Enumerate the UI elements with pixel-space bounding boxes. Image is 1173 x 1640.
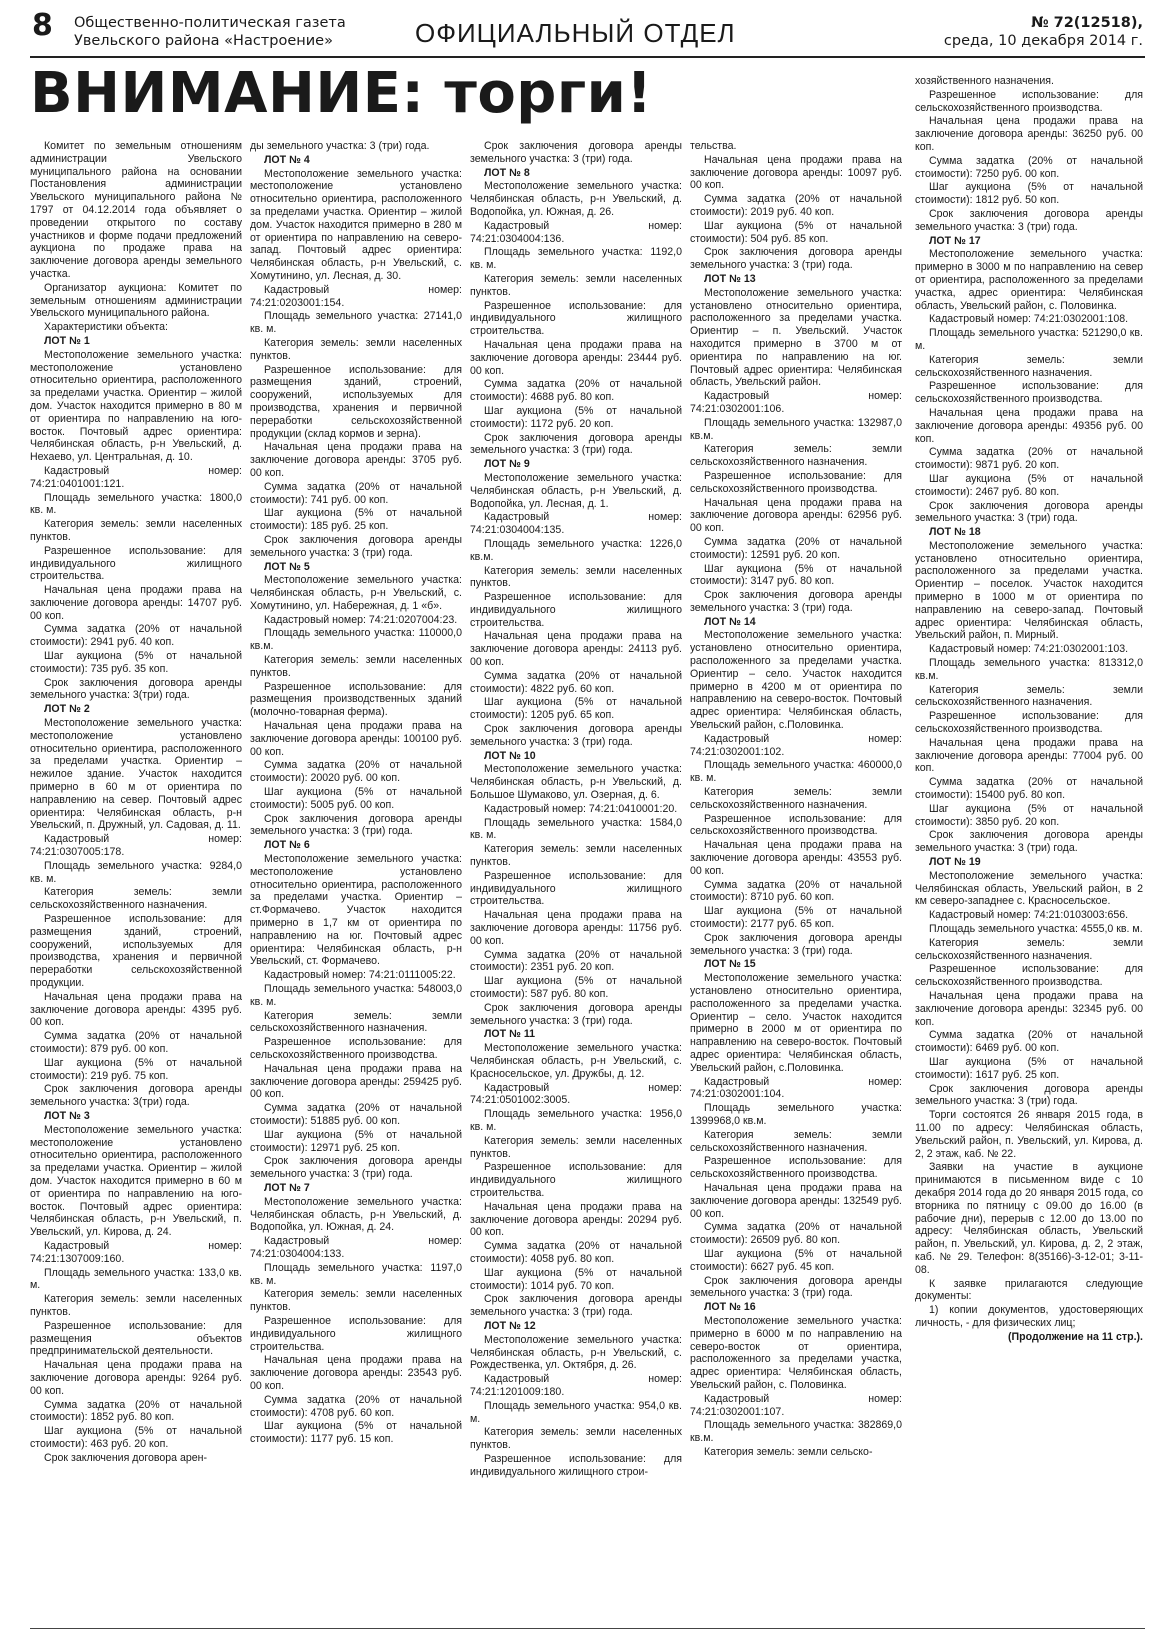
paragraph: Разрешенное использование: для индивидуального жилищного строительства.	[470, 299, 682, 338]
paragraph: Срок заключения договора аренды земельного участка: 3 (три) года.	[250, 1155, 462, 1181]
paragraph: Категория земель: земли сельско-	[704, 1445, 873, 1458]
lot-heading: ЛОТ № 15	[704, 958, 756, 971]
paragraph: Шаг аукциона (5% от начальной стоимости): 219 руб. 75 коп.	[30, 1056, 242, 1082]
paragraph: Кадастровый номер: 74:21:0302001:102.	[690, 732, 902, 758]
paragraph: Местоположение земельного участка: Челябинская область, р-н Увельский, д. Большое Шумаково, ул. Озерная, д. 6.	[470, 763, 682, 802]
paragraph: Площадь земельного участка: 1226,0 кв.м.	[470, 537, 682, 563]
paragraph: Местоположение земельного участка: местоположение установлено относительно ориентира, расположенного за пределами участка. Ориентир – жилой дом. Участок находится примерно в 280 м от ориентира по направлению на северо-запад. Почтовый адрес ориентира: Челябинская область, р-н Увельский, с. Хомутинино, ул. Лесная, д. 30.	[250, 167, 462, 282]
paragraph: Разрешенное использование: для индивидуального жилищного строительства.	[250, 1314, 462, 1353]
paragraph: Площадь земельного участка: 954,0 кв. м.	[470, 1399, 682, 1425]
lot-heading: ЛОТ № 9	[484, 458, 530, 471]
paragraph: Площадь земельного участка: 27141,0 кв. м.	[250, 310, 462, 336]
paragraph: Категория земель: земли населенных пунктов.	[470, 1134, 682, 1160]
paragraph: Кадастровый номер: 74:21:0304004:135.	[470, 511, 682, 537]
paragraph: Местоположение земельного участка: местоположение установлено относительно ориентира, расположенного за пределами участка. Ориентир – ст.Формачево. Участок находится примерно в 1,7 км от ориентира по направлению на юг. Почтовый адрес ориентира: Челябинская область, р-н Увельский, ст. Формачево.	[250, 853, 462, 968]
paragraph: Сумма задатка (20% от начальной стоимости): 1852 руб. 80 коп.	[30, 1398, 242, 1424]
lot-heading: ЛОТ № 3	[44, 1109, 90, 1122]
paragraph: Сумма задатка (20% от начальной стоимости): 4708 руб. 60 коп.	[250, 1393, 462, 1419]
paragraph: Шаг аукциона (5% от начальной стоимости): 2177 руб. 65 коп.	[690, 905, 902, 931]
paragraph: Начальная цена продажи права на заключение договора аренды: 9264 руб. 00 коп.	[30, 1359, 242, 1397]
paragraph: Срок заключения договора аренды земельного участка: 3 (три) года.	[915, 499, 1143, 525]
paragraph: Кадастровый номер: 74:21:1307009:160.	[30, 1239, 242, 1265]
issue-info	[944, 14, 1143, 50]
bottom-rule	[30, 1628, 1145, 1629]
paragraph: Заявки на участие в аукционе принимаются в письменном виде с 10 декабря 2014 года до 20 января 2015 года, со вторника по пятницу с 09.00 до 16.00 (в рабочие дни), перерыв с 12.00 до 13.00 по адресу: Челябинская область, Увельский район, п. Увельский, ул. Кирова, д. 2, 2 этаж, каб. № 29. Телефон: 8(35166)-3-12-01; 3-11-08.	[915, 1161, 1143, 1276]
lot-heading: ЛОТ № 10	[484, 749, 536, 762]
paragraph: Кадастровый номер: 74:21:0501002:3005.	[470, 1081, 682, 1107]
paragraph: Площадь земельного участка: 460000,0 кв. м.	[690, 759, 902, 785]
lot-heading: ЛОТ № 16	[704, 1301, 756, 1314]
paragraph: Шаг аукциона (5% от начальной стоимости): 1014 руб. 70 коп.	[470, 1266, 682, 1292]
text-column-5	[915, 75, 1143, 1620]
paragraph: Срок заключения договора аренды земельного участка: 3 (три) года.	[690, 931, 902, 957]
paragraph: Шаг аукциона (5% от начальной стоимости): 3850 руб. 20 коп.	[915, 802, 1143, 828]
text-column-2	[250, 140, 462, 1620]
text-column-4	[690, 140, 902, 1620]
paragraph: Категория земель: земли сельскохозяйственного назначения.	[30, 886, 242, 912]
paragraph: Начальная цена продажи права на заключение договора аренды: 32345 руб. 00 коп.	[915, 989, 1143, 1028]
lot-heading: ЛОТ № 12	[484, 1319, 536, 1332]
paragraph: Срок заключения договора аренды земельного участка: 3 (три) года.	[250, 812, 462, 838]
paragraph: Кадастровый номер: 74:21:0401001:121.	[30, 464, 242, 490]
paragraph: Площадь земельного участка: 548003,0 кв. м.	[250, 983, 462, 1008]
publication-line-1: Общественно-политическая газета	[74, 15, 346, 31]
paragraph: Площадь земельного участка: 1197,0 кв. м.	[250, 1261, 462, 1287]
paragraph: Местоположение земельного участка: Челябинская область, р-н Увельский, с. Рождественка, ул. Октября, д. 26.	[470, 1333, 682, 1372]
paragraph: Сумма задатка (20% от начальной стоимости): 2019 руб. 40 коп.	[690, 193, 902, 218]
paragraph: Шаг аукциона (5% от начальной стоимости): 1205 руб. 65 коп.	[470, 696, 682, 722]
lot-heading: ЛОТ № 4	[264, 153, 310, 166]
paragraph: Разрешенное использование: для индивидуального жилищного строительства.	[30, 544, 242, 583]
paragraph: Начальная цена продажи права на заключение договора аренды: 62956 руб. 00 коп.	[690, 496, 902, 535]
paragraph: Категория земель: земли сельскохозяйственного назначения.	[690, 786, 902, 811]
paragraph: Площадь земельного участка: 382869,0 кв.м.	[690, 1419, 902, 1445]
paragraph: Категория земель: земли населенных пунктов.	[470, 843, 682, 869]
paragraph: Местоположение земельного участка: местоположение установлено относительно ориентира, расположенного за пределами участка. Ориентир – жилой дом. Участок находится примерно в 80 м от ориентира по направлению на юго-восток. Почтовый адрес ориентира: Челябинская область, р-н Увельский, д. Нехаево, ул. Центральная, д. 10.	[30, 348, 242, 464]
issue-date: среда, 10 декабря 2014 г.	[943, 33, 1143, 49]
paragraph: Начальная цена продажи права на заключение договора аренды: 4395 руб. 00 коп.	[30, 990, 242, 1029]
paragraph: Срок заключения договора аренды земельного участка: 3 (три) года.	[470, 431, 682, 457]
paragraph: Площадь земельного участка: 133,0 кв. м.	[30, 1266, 242, 1292]
paragraph: Кадастровый номер: 74:21:0302001:104.	[690, 1075, 902, 1101]
paragraph: Кадастровый номер: 74:21:0304004:133.	[250, 1235, 462, 1260]
paragraph: Площадь земельного участка: 9284,0 кв. м.	[30, 859, 242, 885]
paragraph: Шаг аукциона (5% от начальной стоимости): 2467 руб. 80 коп.	[915, 472, 1143, 498]
paragraph: Местоположение земельного участка: установлено относительно ориентира, расположенного за пределами участка. Ориентир – село. Участок находится примерно в 2000 м от ориентира по направлению на северо-восток. Почтовый адрес ориентира: Челябинская область, Увельский район, с.Половинка.	[690, 972, 902, 1074]
paragraph: Кадастровый номер: 74:21:0111005:22.	[264, 969, 456, 982]
paragraph: Шаг аукциона (5% от начальной стоимости): 1177 руб. 15 коп.	[250, 1420, 462, 1446]
paragraph: Начальная цена продажи права на заключение договора аренды: 77004 руб. 00 коп.	[915, 736, 1143, 775]
paragraph: Начальная цена продажи права на заключение договора аренды: 10097 руб. 00 коп.	[690, 153, 902, 192]
paragraph: Характеристики объекта:	[44, 321, 168, 334]
paragraph: Сумма задатка (20% от начальной стоимости): 879 руб. 00 коп.	[30, 1030, 242, 1055]
lot-heading: ЛОТ № 11	[484, 1028, 536, 1041]
lot-heading: ЛОТ № 17	[929, 234, 981, 247]
paragraph: Срок заключения договора аренды земельного участка: 3 (три) года.	[470, 723, 682, 748]
lot-heading: ЛОТ № 19	[929, 856, 981, 869]
paragraph: Сумма задатка (20% от начальной стоимости): 2941 руб. 40 коп.	[30, 623, 242, 649]
paragraph: Начальная цена продажи права на заключение договора аренды: 36250 руб. 00 коп.	[915, 115, 1143, 153]
paragraph: Срок заключения договора аренды земельного участка: 3 (три) года.	[690, 246, 902, 272]
paragraph: Шаг аукциона (5% от начальной стоимости): 185 руб. 25 коп.	[250, 507, 462, 533]
paragraph: Категория земель: земли сельскохозяйственного назначения.	[915, 936, 1143, 962]
paragraph: Сумма задатка (20% от начальной стоимости): 51885 руб. 00 коп.	[250, 1102, 462, 1127]
paragraph: Кадастровый номер: 74:21:0307005:178.	[30, 833, 242, 859]
paragraph: Организатор аукциона: Комитет по земельным отношениям администрации Увельского муниципального района.	[30, 281, 242, 320]
paragraph: Разрешенное использование: для размещения зданий, строений, сооружений, используемых для производства, хранения и первичной переработки сельскохозяйственной продукции (склад кормов и зерна).	[250, 363, 462, 440]
paragraph: Кадастровый номер: 74:21:0410001:20.	[484, 802, 678, 815]
paragraph: Категория земель: земли сельскохозяйственного назначения.	[915, 353, 1143, 379]
paragraph: Площадь земельного участка: 4555,0 кв. м.	[929, 923, 1143, 935]
text-column-1	[30, 140, 242, 1620]
paragraph: Категория земель: земли сельскохозяйственного назначения.	[915, 683, 1143, 709]
text-column-3	[470, 140, 682, 1620]
paragraph: Сумма задатка (20% от начальной стоимости): 4058 руб. 80 коп.	[470, 1240, 682, 1265]
paragraph: Начальная цена продажи права на заключение договора аренды: 24113 руб. 00 коп.	[470, 630, 682, 669]
paragraph: Разрешенное использование: для сельскохозяйственного производства.	[250, 1036, 462, 1061]
paragraph: Кадастровый номер: 74:21:0302001:108.	[929, 313, 1129, 326]
paragraph: Местоположение земельного участка: установлено относительно ориентира, расположенного за пределами участка. Ориентир – п. Увельский. Участок находится примерно в 3700 м от ориентира по направлению на юг. Почтовый адрес ориентира: Челябинская область, Увельский район.	[690, 286, 902, 389]
paragraph: Шаг аукциона (5% от начальной стоимости): 5005 руб. 00 коп.	[250, 786, 462, 811]
lot-heading: ЛОТ № 6	[264, 839, 310, 852]
paragraph: Местоположение земельного участка: Челябинская область, Увельский район, в 2 км северо-западнее с. Красносельское.	[915, 869, 1143, 908]
paragraph: Разрешенное использование: для индивидуального жилищного строительства.	[470, 869, 682, 908]
paragraph: Срок заключения договора аренды земельного участка: 3 (три) года.	[470, 140, 682, 165]
lot-heading: ЛОТ № 13	[704, 272, 756, 285]
paragraph: Срок заключения договора аренды земельного участка: 3(три) года.	[30, 676, 242, 702]
continued-note: (Продолжение на 11 стр.).	[1008, 1330, 1143, 1343]
paragraph: Срок заключения договора аренды земельного участка: 3 (три) года.	[915, 1082, 1143, 1108]
lot-heading: ЛОТ № 18	[929, 526, 981, 539]
lot-heading: ЛОТ № 1	[44, 334, 90, 347]
paragraph: Начальная цена продажи права на заключение договора аренды: 23444 руб. 00 коп.	[470, 338, 682, 377]
paragraph: Площадь земельного участка: 813312,0 кв.м.	[915, 657, 1143, 682]
headline: ВНИМАНИЕ: торги!	[30, 61, 653, 126]
paragraph: Шаг аукциона (5% от начальной стоимости): 1812 руб. 50 коп.	[915, 181, 1143, 207]
paragraph: Категория земель: земли сельскохозяйственного назначения.	[250, 1009, 462, 1035]
paragraph: Сумма задатка (20% от начальной стоимости): 15400 руб. 80 коп.	[915, 776, 1143, 802]
paragraph: Сумма задатка (20% от начальной стоимости): 26509 руб. 80 коп.	[690, 1221, 902, 1247]
paragraph: Срок заключения договора арен-	[44, 1451, 208, 1464]
paragraph: Кадастровый номер: 74:21:0203001:154.	[250, 283, 462, 309]
paragraph: Сумма задатка (20% от начальной стоимости): 7250 руб. 00 коп.	[915, 154, 1143, 180]
lot-heading: ЛОТ № 2	[44, 703, 90, 716]
paragraph: Местоположение земельного участка: местоположение установлено относительно ориентира, расположенного за пределами участка. Ориентир – нежилое здание. Участок находится примерно в 60 м от ориентира по направлению на север. Почтовый адрес ориентира: Челябинская область, р-н Увельский, п. Дружный, ул. Садовая, д. 11.	[30, 717, 242, 832]
paragraph: Шаг аукциона (5% от начальной стоимости): 504 руб. 85 коп.	[690, 219, 902, 245]
paragraph: Комитет по земельным отношениям администрации Увельского муниципального района на основании Постановления администрации Увельского муниципального района № 1797 от 04.12.2014 года объявляет о проведении открытого по составу участников и форме подачи предложений аукциона по продаже права на заключение договора аренды земельного участка.	[30, 140, 242, 280]
paragraph-continuation: ды земельного участка: 3 (три) года.	[250, 140, 430, 152]
paragraph-continuation: тельства.	[690, 140, 737, 152]
paragraph: Срок заключения договора аренды земельного участка: 3 (три) года.	[470, 1001, 682, 1027]
paragraph: Категория земель: земли населенных пунктов.	[30, 518, 242, 543]
paragraph: Шаг аукциона (5% от начальной стоимости): 12971 руб. 25 коп.	[250, 1128, 462, 1154]
paragraph: Площадь земельного участка: 132987,0 кв.м.	[690, 416, 902, 442]
paragraph: Площадь земельного участка: 1800,0 кв. м.	[30, 491, 242, 517]
paragraph: Начальная цена продажи права на заключение договора аренды: 14707 руб. 00 коп.	[30, 584, 242, 622]
paragraph: Категория земель: земли населенных пунктов.	[250, 654, 462, 679]
paragraph: Разрешенное использование: для индивидуального жилищного строи-	[470, 1452, 682, 1478]
paragraph: Начальная цена продажи права на заключение договора аренды: 23543 руб. 00 коп.	[250, 1354, 462, 1392]
paragraph: Торги состоятся 26 января 2015 года, в 11.00 по адресу: Челябинская область, Увельский район, п. Увельский, ул. Кирова, д. 2, 2 этаж, каб. № 22.	[915, 1109, 1143, 1160]
paragraph: Площадь земельного участка: 110000,0 кв.м.	[250, 627, 462, 653]
paragraph: Разрешенное использование: для индивидуального жилищного строительства.	[470, 1161, 682, 1199]
paragraph: Разрешенное использование: для размещения зданий, строений, сооружений, используемых для производства, хранения и первичной переработки сельскохозяйственной продукции.	[30, 913, 242, 989]
paragraph: Местоположение земельного участка: Челябинская область, р-н Увельский, с. Хомутинино, ул. Набережная, д. 1 «б».	[250, 574, 462, 612]
paragraph: Сумма задатка (20% от начальной стоимости): 8710 руб. 60 коп.	[690, 878, 902, 904]
paragraph: Срок заключения договора аренды земельного участка: 3 (три) года.	[250, 533, 462, 559]
paragraph: Местоположение земельного участка: примерно в 3000 м по направлению на север от ориентира, расположенного за пределами участка, адрес ориентира: Челябинская область, Увельский район, с. Половинка.	[915, 248, 1143, 312]
paragraph: Шаг аукциона (5% от начальной стоимости): 463 руб. 20 коп.	[30, 1425, 242, 1450]
paragraph: Местоположение земельного участка: Челябинская область, р-н Увельский, д. Водопойка, ул. Южная, д. 24.	[250, 1195, 462, 1234]
paragraph: Площадь земельного участка: 1399968,0 кв.м.	[690, 1102, 902, 1127]
paragraph: Разрешенное использование: для сельскохозяйственного производства.	[915, 380, 1143, 406]
paragraph: Начальная цена продажи права на заключение договора аренды: 11756 руб. 00 коп.	[470, 909, 682, 947]
paragraph: Разрешенное использование: для сельскохозяйственного производства.	[915, 88, 1143, 114]
paragraph: Шаг аукциона (5% от начальной стоимости): 587 руб. 80 коп.	[470, 975, 682, 1000]
paragraph: Категория земель: земли населенных пунктов.	[470, 272, 682, 298]
paragraph: Местоположение земельного участка: примерно в 6000 м по направлению на северо-восток от ориентира, расположенного за пределами участка, адрес ориентира: Челябинская область, Увельский район, с. Половинка.	[690, 1314, 902, 1391]
paragraph: Разрешенное использование: для сельскохозяйственного производства.	[915, 710, 1143, 736]
lot-heading: ЛОТ № 14	[704, 615, 756, 628]
paragraph: Срок заключения договора аренды земельного участка: 3 (три) года.	[470, 1293, 682, 1319]
paragraph: Местоположение земельного участка: установлено относительно ориентира, расположенного за пределами участка. Ориентир – село. Участок находится примерно в 4200 м от ориентира по направлению на северо-восток. Почтовый адрес ориентира: Челябинская область, Увельский район, с.Половинка.	[690, 629, 902, 732]
paragraph: Разрешенное использование: для сельскохозяйственного производства.	[690, 1155, 902, 1181]
publication-name	[74, 14, 346, 50]
paragraph: Сумма задатка (20% от начальной стоимости): 20020 руб. 00 коп.	[250, 759, 462, 785]
paragraph: Категория земель: земли сельскохозяйственного назначения.	[690, 1128, 902, 1154]
section-title: ОФИЦИАЛЬНЫЙ ОТДЕЛ	[415, 18, 736, 48]
paragraph: Местоположение земельного участка: Челябинская область, р-н Увельский, с. Красносельское, ул. Дружбы, д. 12.	[470, 1042, 682, 1080]
paragraph: Срок заключения договора аренды земельного участка: 3 (три) года.	[915, 207, 1143, 233]
paragraph: Площадь земельного участка: 1584,0 кв. м.	[470, 816, 682, 842]
paragraph: Срок заключения договора аренды земельного участка: 3 (три) года.	[690, 589, 902, 614]
publication-line-2: Увельского района «Настроение»	[74, 33, 333, 49]
paragraph: Категория земель: земли населенных пунктов.	[470, 1426, 682, 1452]
paragraph: Сумма задатка (20% от начальной стоимости): 9871 руб. 20 коп.	[915, 446, 1143, 472]
paragraph: Шаг аукциона (5% от начальной стоимости): 735 руб. 35 коп.	[30, 650, 242, 675]
paragraph: Разрешенное использование: для индивидуального жилищного строительства.	[470, 591, 682, 629]
paragraph: Шаг аукциона (5% от начальной стоимости): 6627 руб. 45 коп.	[690, 1247, 902, 1273]
paragraph: Шаг аукциона (5% от начальной стоимости): 3147 руб. 80 коп.	[690, 562, 902, 588]
paragraph: Местоположение земельного участка: Челябинская область, р-н Увельский, д. Водопойка, ул. Лесная, д. 1.	[470, 471, 682, 510]
paragraph: Сумма задатка (20% от начальной стоимости): 6469 руб. 00 коп.	[915, 1029, 1143, 1055]
paragraph: 1) копии документов, удостоверяющих личность, - для физических лиц;	[915, 1304, 1143, 1329]
paragraph: Шаг аукциона (5% от начальной стоимости): 1172 руб. 20 коп.	[470, 404, 682, 430]
paragraph: Шаг аукциона (5% от начальной стоимости): 1617 руб. 25 коп.	[915, 1055, 1143, 1081]
paragraph: Начальная цена продажи права на заключение договора аренды: 3705 руб. 00 коп.	[250, 441, 462, 479]
paragraph: Площадь земельного участка: 1192,0 кв. м.	[470, 246, 682, 272]
paragraph: Начальная цена продажи права на заключение договора аренды: 20294 руб. 00 коп.	[470, 1200, 682, 1239]
paragraph: Местоположение земельного участка: Челябинская область, р-н Увельский, д. Водопойка, ул. Южная, д. 26.	[470, 180, 682, 218]
paragraph: Категория земель: земли населенных пунктов.	[470, 564, 682, 590]
lot-heading: ЛОТ № 8	[484, 166, 530, 179]
page-header	[30, 8, 1145, 58]
paragraph: Срок заключения договора аренды земельного участка: 3 (три) года.	[915, 829, 1143, 855]
paragraph: Разрешенное использование: для сельскохозяйственного производства.	[915, 963, 1143, 989]
paragraph-continuation: хозяйственного назначения.	[915, 75, 1054, 87]
issue-number: № 72(12518),	[1031, 15, 1143, 31]
paragraph: Местоположение земельного участка: местоположение установлено относительно ориентира, расположенного за пределами участка. Ориентир – жилой дом. Участок находится примерно в 60 м от ориентира по направлению на юго-восток. Почтовый адрес ориентира: Челябинская область, р-н Увельский, п. Увельский, ул. Кирова, д. 24.	[30, 1123, 242, 1239]
paragraph: Разрешенное использование: для сельскохозяйственного производства.	[690, 469, 902, 495]
paragraph: Начальная цена продажи права на заключение договора аренды: 49356 руб. 00 коп.	[915, 406, 1143, 445]
paragraph: Сумма задатка (20% от начальной стоимости): 2351 руб. 20 коп.	[470, 948, 682, 974]
paragraph: Кадастровый номер: 74:21:0302001:103.	[929, 643, 1129, 656]
paragraph: Кадастровый номер: 74:21:1201009:180.	[470, 1373, 682, 1398]
paragraph: Категория земель: земли населенных пунктов.	[30, 1293, 242, 1318]
paragraph: Кадастровый номер: 74:21:0207004:23.	[264, 613, 458, 626]
paragraph: Кадастровый номер: 74:21:0304004:136.	[470, 219, 682, 245]
paragraph: Сумма задатка (20% от начальной стоимости): 4688 руб. 80 коп.	[470, 378, 682, 404]
paragraph: Категория земель: земли населенных пунктов.	[250, 1288, 462, 1314]
paragraph: Разрешенное использование: для сельскохозяйственного производства.	[690, 812, 902, 838]
paragraph: Сумма задатка (20% от начальной стоимости): 741 руб. 00 коп.	[250, 480, 462, 506]
paragraph: Площадь земельного участка: 521290,0 кв. м.	[915, 327, 1143, 352]
paragraph: Начальная цена продажи права на заключение договора аренды: 100100 руб. 00 коп.	[250, 720, 462, 758]
paragraph: Кадастровый номер: 74:21:0302001:106.	[690, 390, 902, 415]
lot-heading: ЛОТ № 7	[264, 1181, 310, 1194]
paragraph: К заявке прилагаются следующие документы:	[915, 1277, 1143, 1303]
paragraph: Разрешенное использование: для размещения производственных зданий (молочно-товарная ферма).	[250, 680, 462, 719]
page-number: 8	[32, 8, 53, 43]
paragraph: Площадь земельного участка: 1956,0 кв. м.	[470, 1108, 682, 1133]
lot-heading: ЛОТ № 5	[264, 560, 310, 573]
paragraph: Срок заключения договора аренды земельного участка: 3 (три) года.	[690, 1274, 902, 1300]
paragraph: Срок заключения договора аренды земельного участка: 3(три) года.	[30, 1083, 242, 1109]
paragraph: Начальная цена продажи права на заключение договора аренды: 43553 руб. 00 коп.	[690, 839, 902, 877]
paragraph: Разрешенное использование: для размещения объектов предпринимательской деятельности.	[30, 1319, 242, 1358]
paragraph: Кадастровый номер: 74:21:0302001:107.	[690, 1392, 902, 1418]
paragraph: Сумма задатка (20% от начальной стоимости): 12591 руб. 20 коп.	[690, 535, 902, 561]
paragraph: Категория земель: земли населенных пунктов.	[250, 336, 462, 362]
paragraph: Категория земель: земли сельскохозяйственного назначения.	[690, 443, 902, 469]
paragraph: Кадастровый номер: 74:21:0103003:656.	[929, 909, 1129, 922]
paragraph: Начальная цена продажи права на заключение договора аренды: 259425 руб. 00 коп.	[250, 1062, 462, 1101]
paragraph: Местоположение земельного участка: установлено относительно ориентира, расположенного за пределами участка. Ориентир – поселок. Участок находится примерно в 1000 м от ориентира по направлению на северо-запад. Почтовый адрес ориентира: Челябинская область, Увельский район, п. Мирный.	[915, 539, 1143, 642]
paragraph: Начальная цена продажи права на заключение договора аренды: 132549 руб. 00 коп.	[690, 1181, 902, 1220]
paragraph: Сумма задатка (20% от начальной стоимости): 4822 руб. 60 коп.	[470, 669, 682, 695]
